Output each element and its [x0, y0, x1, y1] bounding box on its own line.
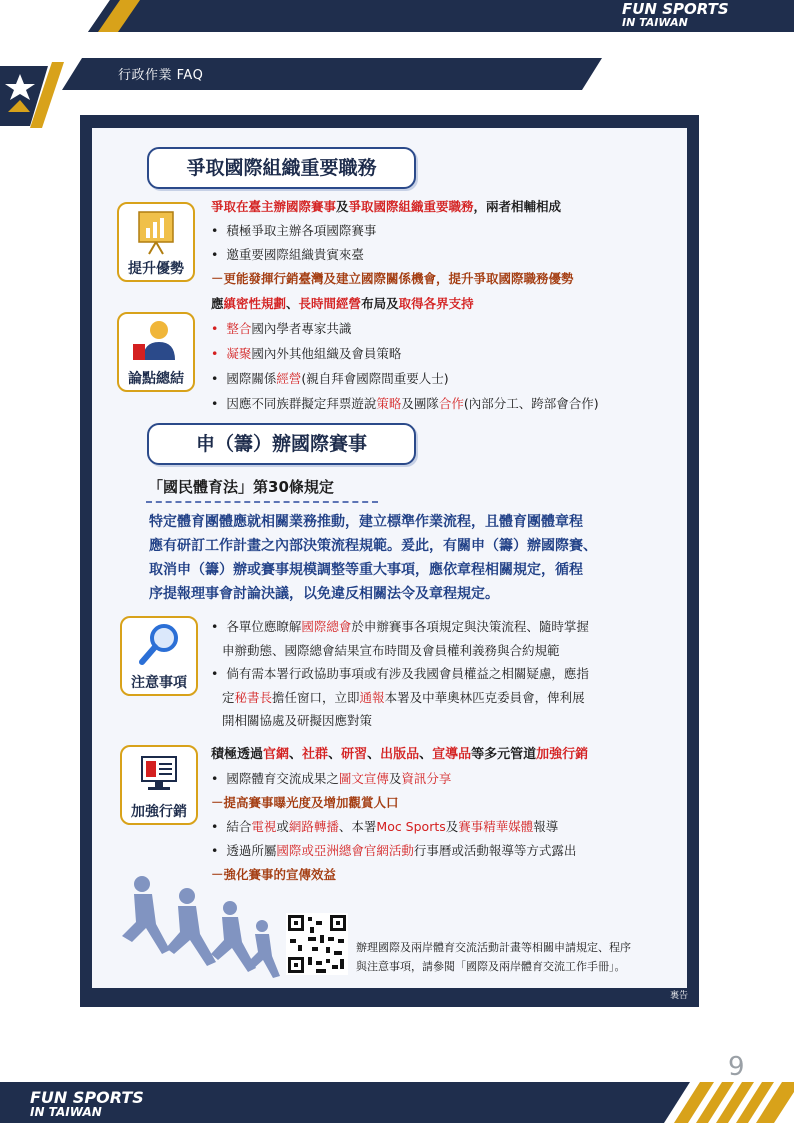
icon-box-notes	[120, 616, 198, 696]
header-brand-line1: FUN SPORTS	[622, 0, 729, 18]
chart-presentation-icon	[119, 204, 193, 260]
block1-conclusion: －更能發揮行銷臺灣及建立國際關係機會，提升爭取國際職務優勢	[211, 271, 574, 286]
block3-line-5: 開相關協處及研擬因應對策	[222, 713, 373, 728]
section-title: 行政作業 FAQ	[118, 68, 204, 83]
runners-illustration	[112, 872, 282, 984]
law-line-2: 應有研訂工作計畫之內部決策流程規範。爰此，有關申（籌）辦國際賽、	[149, 538, 597, 554]
law-line-1: 特定體育團體應就相關業務推動，建立標準作業流程，且體育團體章程	[149, 514, 583, 530]
block3-line-1: • 各單位應瞭解國際總會於申辦賽事各項規定與決策流程、隨時掌握	[211, 619, 589, 634]
poster-corner-mark: 裏告	[670, 991, 689, 1001]
block1-bullet-1: • 積極爭取主辦各項國際賽事	[211, 223, 377, 238]
block2-bullet-1: • 整合國內學者專家共識	[211, 321, 352, 336]
logo-icon	[0, 60, 70, 130]
footer-brand-line2: IN TAIWAN	[30, 1105, 102, 1119]
block1-intro: 爭取在臺主辦國際賽事及爭取國際組織重要職務，兩者相輔相成	[211, 199, 562, 214]
law-title: 「國民體育法」第30條規定	[148, 478, 334, 496]
icon-label-marketing: 加強行銷	[131, 804, 187, 820]
icon-label-summary: 論點總結	[128, 371, 184, 387]
block2-bullet-4: • 因應不同族群擬定拜票遊說策略及團隊合作(內部分工、跨部會合作)	[211, 396, 599, 411]
block3-line-3: • 倘有需本署行政協助事項或有涉及我國會員權益之相關疑慮，應指	[211, 666, 589, 681]
block4-conclusion-2: －強化賽事的宣傳效益	[211, 867, 337, 882]
heading-bid-events: 申（籌）辦國際賽事	[147, 423, 416, 465]
icon-label-notes: 注意事項	[131, 675, 187, 691]
block3-line-2: 申辦動態、國際總會結果宣布時間及會員權利義務與合約規範	[222, 643, 560, 658]
qr-code-icon	[286, 913, 348, 975]
block2-intro: 應縝密性規劃、長時間經營布局及取得各界支持	[211, 296, 474, 311]
footer-note-line-2: 與注意事項，請參閱「國際及兩岸體育交流工作手冊」。	[356, 960, 626, 973]
icon-label-advantage: 提升優勢	[128, 261, 184, 277]
computer-monitor-icon	[122, 747, 196, 803]
header-brand-line2: IN TAIWAN	[622, 16, 688, 29]
block2-bullet-3: • 國際關係經營(親自拜會國際間重要人士)	[211, 371, 449, 386]
block2-bullet-2: • 凝聚國內外其他組織及會員策略	[211, 346, 402, 361]
law-title-underline	[146, 501, 378, 503]
block3-line-4: 定秘書長擔任窗口，立即通報本署及中華奧林匹克委員會，俾利展	[222, 690, 585, 705]
heading-international-positions: 爭取國際組織重要職務	[147, 147, 416, 189]
footer-note-line-1: 辦理國際及兩岸體育交流活動計畫等相關申請規定、程序	[356, 941, 631, 954]
icon-box-marketing	[120, 745, 198, 825]
page-number: 9	[728, 1052, 745, 1082]
block4-intro: 積極透過官網、社群、研習、出版品、宣導品等多元管道加強行銷	[211, 747, 589, 762]
block4-conclusion-1: －提高賽事曝光度及增加觀賞人口	[211, 795, 399, 810]
icon-box-summary	[117, 312, 195, 392]
icon-box-advantage	[117, 202, 195, 282]
law-paragraph	[149, 510, 597, 606]
magnifier-icon	[122, 618, 196, 674]
footer-brand-line1: FUN SPORTS	[30, 1088, 144, 1107]
block4-bullet-3: • 透過所屬國際或亞洲總會官網活動行事曆或活動報導等方式露出	[211, 843, 577, 858]
law-line-3: 取消申（籌）辦或賽事規模調整等重大事項，應依章程相關規定，循程	[149, 562, 583, 578]
block1-bullet-2: • 邀重要國際組織貴賓來臺	[211, 247, 364, 262]
person-avatar-icon	[119, 314, 193, 370]
block4-bullet-2: • 結合電視或網路轉播、本署Moc Sports及賽事精華媒體報導	[211, 819, 559, 834]
law-line-4: 序提報理事會討論決議，以免違反相關法令及章程規定。	[149, 586, 499, 602]
block4-bullet-1: • 國際體育交流成果之圖文宣傳及資訊分享	[211, 771, 452, 786]
